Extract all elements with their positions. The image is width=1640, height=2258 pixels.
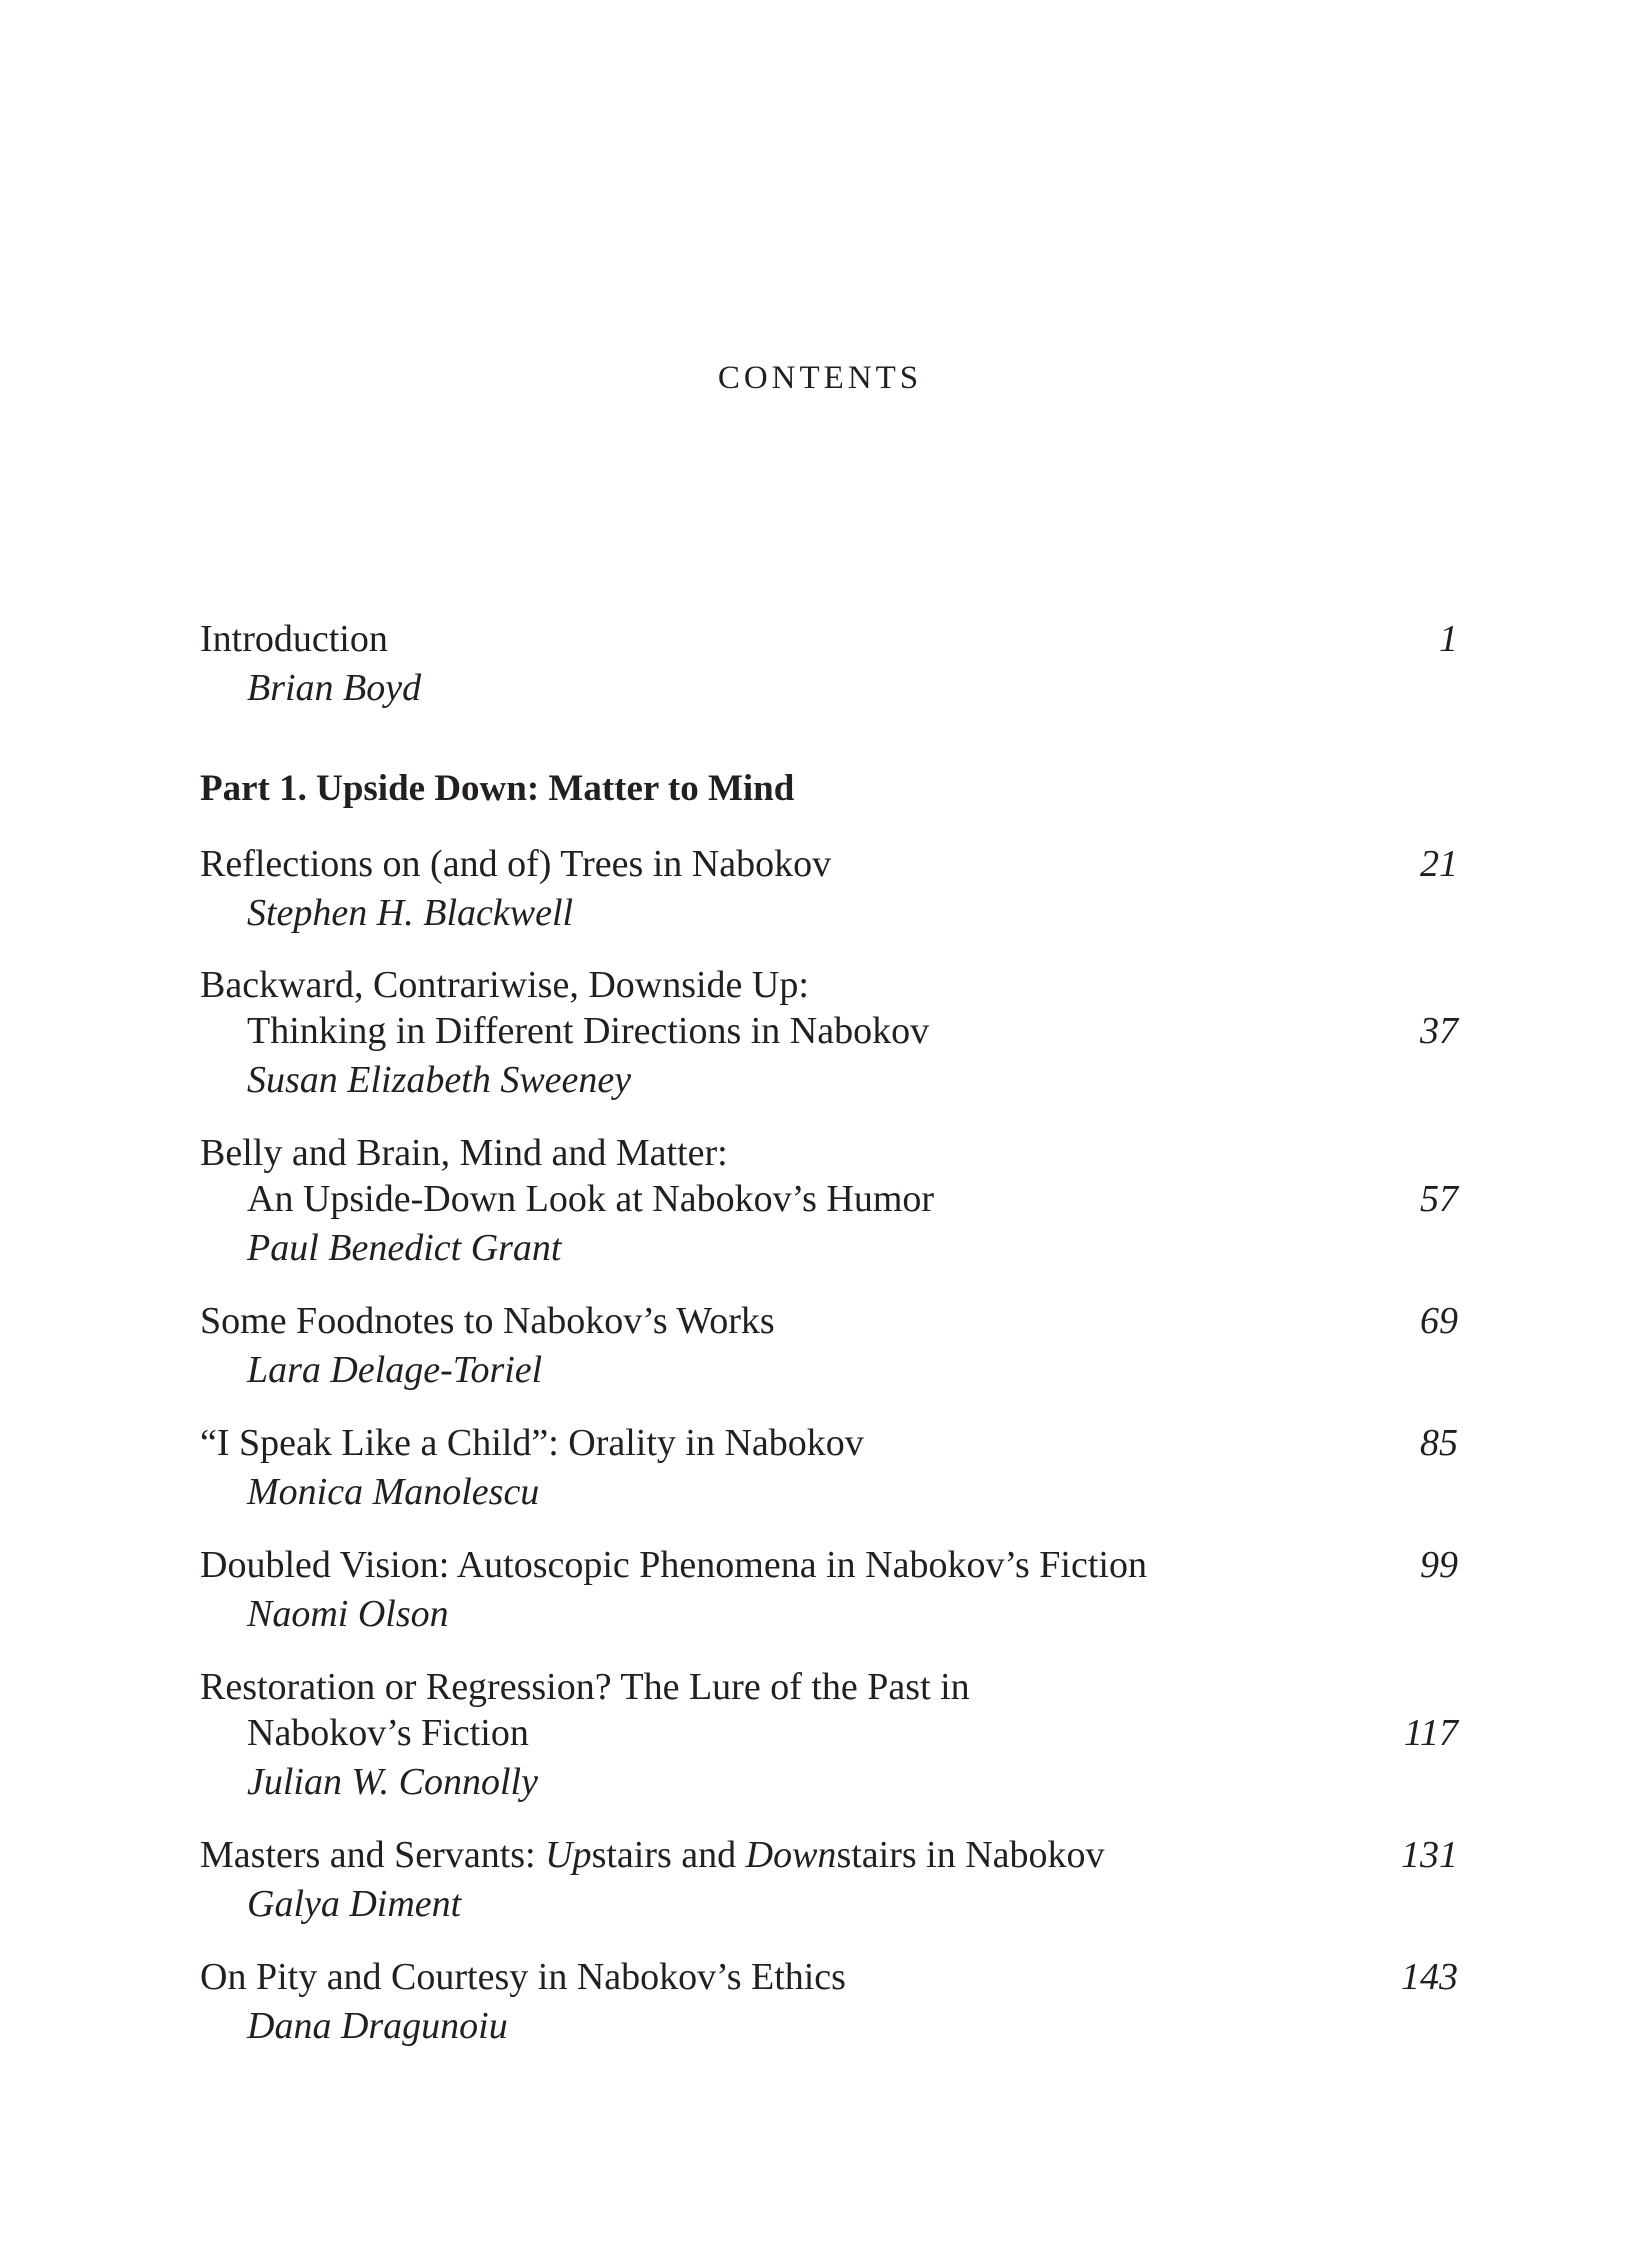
title-italic-part: Down <box>745 1834 837 1876</box>
page-number: 57 <box>1420 1178 1458 1220</box>
toc-entry <box>200 962 1458 1107</box>
toc-entry <box>200 1130 1458 1275</box>
entry-author: Julian W. Connolly <box>247 1761 538 1803</box>
entry-title: “I Speak Like a Child”: Orality in Nabokov <box>200 1422 864 1464</box>
toc-entry <box>200 841 1458 940</box>
entry-author: Lara Delage-Toriel <box>247 1349 543 1391</box>
part-heading <box>200 766 1458 812</box>
entry-author: Dana Dragunoiu <box>247 2005 508 2047</box>
entry-author: Brian Boyd <box>247 667 422 709</box>
entry-author: Galya Diment <box>247 1883 462 1925</box>
page-number: 117 <box>1403 1712 1458 1754</box>
entry-title-line1: Restoration or Regression? The Lure of the Past in <box>200 1666 970 1708</box>
toc-entry-introduction <box>200 616 1458 715</box>
part-title: Part 1. Upside Down: Matter to Mind <box>200 768 795 809</box>
title-part: stairs and <box>591 1834 746 1876</box>
entry-title <box>200 1832 1458 1878</box>
entry-author: Stephen H. Blackwell <box>247 892 574 934</box>
toc-entry <box>200 1954 1458 2053</box>
page-number: 21 <box>1420 843 1458 885</box>
page-number: 143 <box>1401 1956 1458 1998</box>
toc-entry <box>200 1298 1458 1397</box>
page-number: 85 <box>1420 1422 1458 1464</box>
entry-author: Susan Elizabeth Sweeney <box>247 1059 632 1101</box>
entry-title-line2: An Upside-Down Look at Nabokov’s Humor <box>247 1178 935 1220</box>
toc-entry <box>200 1420 1458 1519</box>
page-number: 131 <box>1401 1834 1458 1876</box>
page-title: CONTENTS <box>717 360 923 396</box>
entry-title-line1: Backward, Contrariwise, Downside Up: <box>200 964 809 1006</box>
entry-title-line2: Nabokov’s Fiction <box>247 1712 529 1754</box>
entry-title-line2: Thinking in Different Directions in Nabokov <box>247 1010 930 1052</box>
title-italic-part: Up <box>545 1834 592 1876</box>
entry-title: Reflections on (and of) Trees in Nabokov <box>200 843 832 885</box>
page-number: 1 <box>1439 618 1458 660</box>
title-part: stairs in Nabokov <box>836 1834 1105 1876</box>
entry-title: On Pity and Courtesy in Nabokov’s Ethics <box>200 1956 846 1998</box>
entry-title-line1: Belly and Brain, Mind and Matter: <box>200 1132 728 1174</box>
entry-title: Doubled Vision: Autoscopic Phenomena in Nabokov’s Fiction <box>200 1544 1147 1586</box>
entry-author: Monica Manolescu <box>247 1471 540 1513</box>
page-number: 69 <box>1420 1300 1458 1342</box>
entry-title: Some Foodnotes to Nabokov’s Works <box>200 1300 775 1342</box>
page-number: 99 <box>1420 1544 1458 1586</box>
title-part: Masters and Servants: <box>200 1834 546 1876</box>
toc-entry <box>200 1542 1458 1641</box>
toc-entry <box>200 1832 1458 1931</box>
entry-title: Introduction <box>200 618 388 660</box>
entry-author: Naomi Olson <box>247 1593 449 1635</box>
table-of-contents <box>200 616 1458 2053</box>
entry-author: Paul Benedict Grant <box>247 1227 562 1269</box>
page-number: 37 <box>1420 1010 1458 1052</box>
toc-entry <box>200 1664 1458 1809</box>
